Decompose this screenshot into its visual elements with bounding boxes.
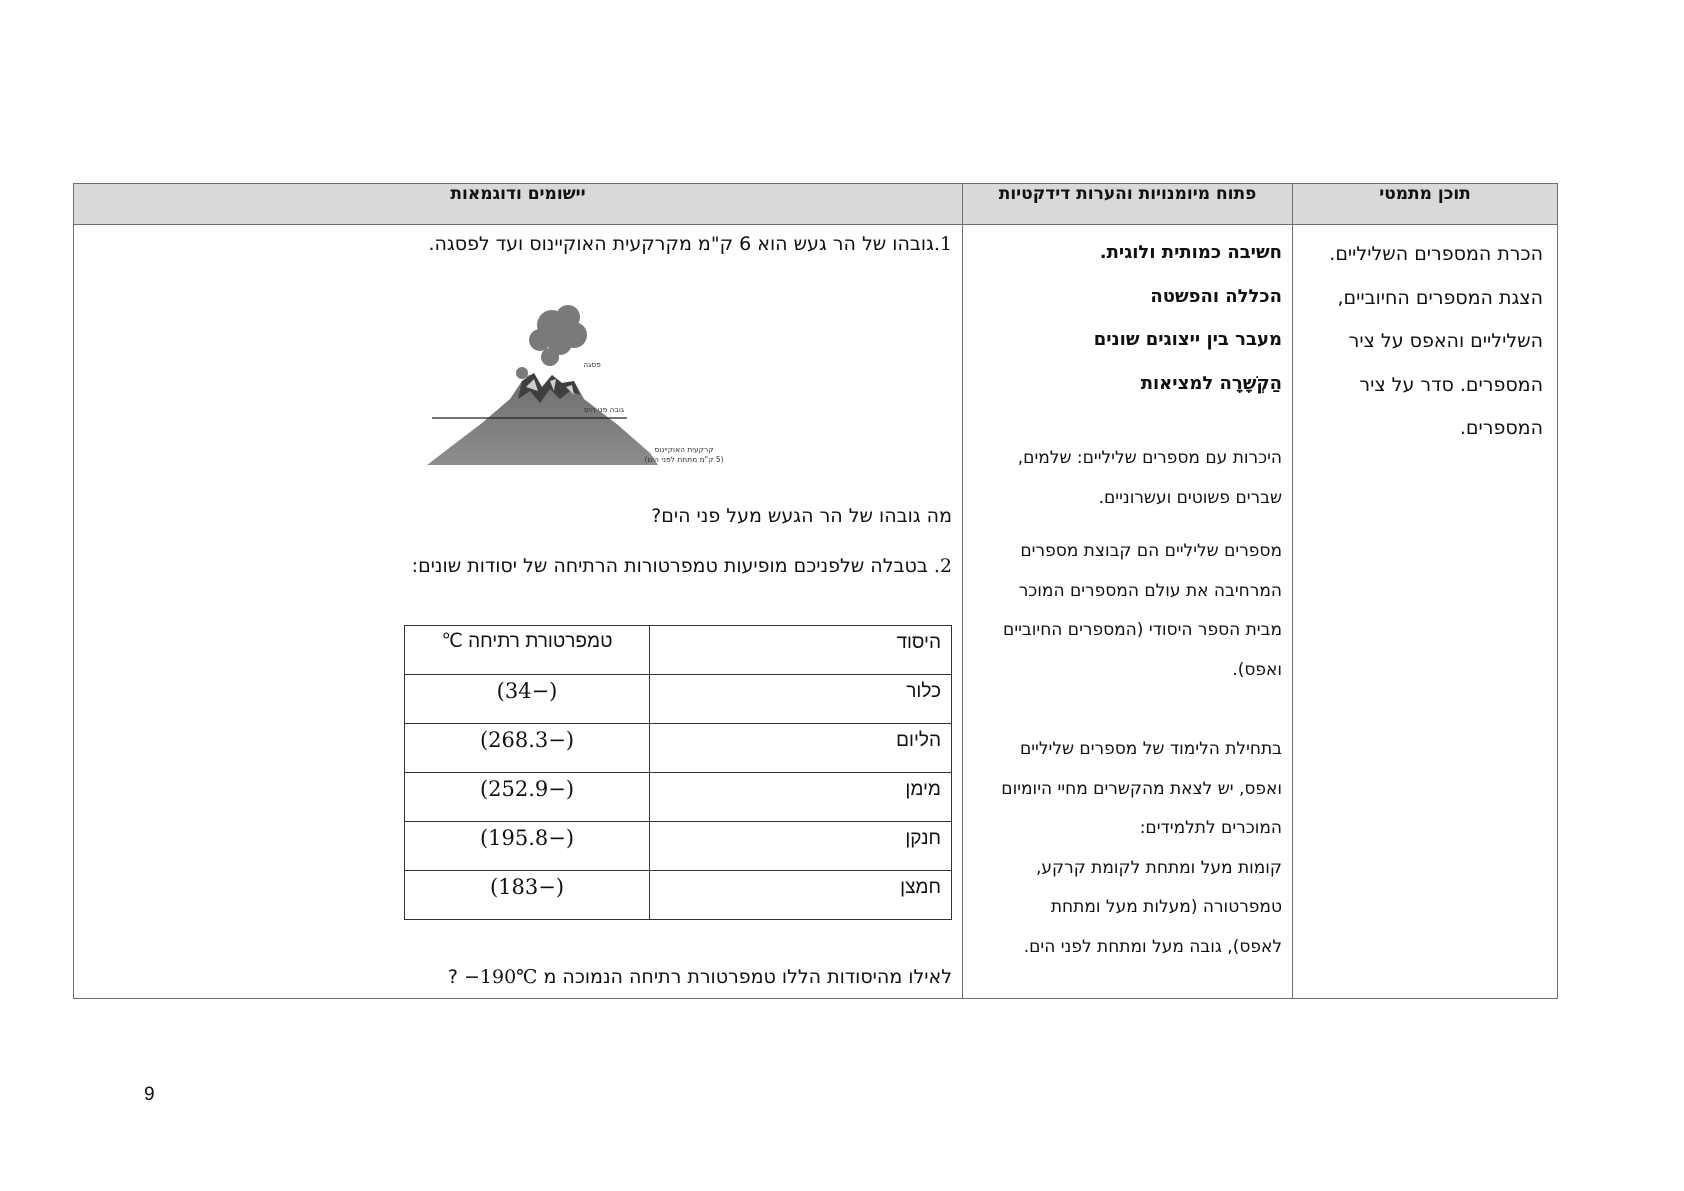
body-row xyxy=(74,225,1558,999)
element-temp: (−195.8) xyxy=(405,822,650,871)
didactic-line: לאפס), גובה מעל ומתחת לפני הים. xyxy=(1023,936,1282,957)
didactic-line: ואפס). xyxy=(1232,659,1282,680)
didactic-line: בתחילת הלימוד של מספרים שליליים xyxy=(1019,739,1282,759)
header-content: תוכן מתמטי xyxy=(1293,184,1558,225)
question-3-text: לאילו מהיסודות הללו טמפרטורת רתיחה הנמוכה מ xyxy=(537,966,952,988)
floor-label-1: קרקעית האוקיינוס xyxy=(654,445,714,454)
question-2-text: בטבלה שלפניכם מופיעות טמפרטורות הרתיחה של יסודות שונים: xyxy=(411,555,928,577)
question-2-number: 2. xyxy=(933,555,952,577)
skill-item: מעבר בין ייצוגים שונים xyxy=(1093,329,1282,350)
header-element: היסוד xyxy=(650,626,952,675)
question-1-number: 1. xyxy=(933,233,952,255)
skill-item: הכללה והפשטה xyxy=(1150,285,1282,307)
didactic-line: מספרים שליליים הם קבוצת מספרים xyxy=(1020,541,1282,561)
header-row xyxy=(74,184,1558,225)
table-row xyxy=(405,871,952,920)
element-name: חמצן xyxy=(650,871,952,920)
skill-item: הַקְשָׁרָה למציאות xyxy=(1140,372,1282,394)
page-number: 9 xyxy=(144,1084,155,1105)
table-row xyxy=(405,724,952,773)
didactic-line: מבית הספר היסודי (המספרים החיוביים xyxy=(1003,620,1282,640)
skill-item: חשיבה כמותית ולוגית. xyxy=(1099,242,1282,263)
content-cell xyxy=(1293,225,1558,999)
content-line: השליליים והאפס על ציר xyxy=(1348,330,1543,352)
element-name: הליום xyxy=(650,724,952,773)
didactic-line: המוכרים לתלמידים: xyxy=(1139,818,1282,838)
curriculum-table xyxy=(73,183,1558,999)
didactic-cell xyxy=(963,225,1293,999)
content-line: המספרים. xyxy=(1459,417,1543,439)
table-row xyxy=(405,773,952,822)
question-3 xyxy=(84,966,952,988)
didactic-line: ואפס, יש לצאת מהקשרים מחיי היומיום xyxy=(1001,778,1282,799)
content-line: הכרת המספרים השליליים. xyxy=(1329,243,1543,265)
element-temp: (−268.3) xyxy=(405,724,650,773)
question-3-value: −190℃ xyxy=(463,966,538,988)
question-2 xyxy=(84,555,952,577)
didactic-line: שברים פשוטים ועשרוניים. xyxy=(1098,487,1282,508)
volcano-illustration xyxy=(422,295,732,473)
element-temp: (−252.9) xyxy=(405,773,650,822)
element-name: כלור xyxy=(650,675,952,724)
apps-cell xyxy=(74,225,963,999)
didactic-line: קומות מעל ומתחת לקומת קרקע, xyxy=(1036,857,1282,878)
content-line: הצגת המספרים החיוביים, xyxy=(1337,286,1543,309)
header-temperature: טמפרטורת רתיחה ℃ xyxy=(405,626,650,675)
table-row xyxy=(405,822,952,871)
content-line: המספרים. סדר על ציר xyxy=(1359,373,1543,396)
question-1-ask: מה גובהו של הר הגעש מעל פני הים? xyxy=(651,505,952,527)
table-header-row xyxy=(405,626,952,675)
question-1-text: גובהו של הר געש הוא 6 ק"מ מקרקעית האוקיינוס ועד לפסגה. xyxy=(428,233,934,255)
didactic-line: היכרות עם מספרים שליליים: שלמים, xyxy=(1017,448,1282,468)
header-didactic: פתוח מיומנויות והערות דידקטיות xyxy=(963,184,1293,225)
element-temp: (−34) xyxy=(405,675,650,724)
table-row xyxy=(405,675,952,724)
didactic-line: המרחיבה את עולם המספרים המוכר xyxy=(1018,580,1282,601)
element-name: מימן xyxy=(650,773,952,822)
element-name: חנקן xyxy=(650,822,952,871)
volcano-image xyxy=(422,295,732,473)
floor-label-2: (5 ק"מ מתחת לפני הים) xyxy=(644,455,724,464)
sea-level-label: גובה פני הים xyxy=(583,405,625,414)
boiling-points-table xyxy=(404,625,952,920)
smoke-cloud-icon xyxy=(516,305,587,383)
peak-label: פסגה xyxy=(583,360,601,369)
element-temp: (−183) xyxy=(405,871,650,920)
question-1 xyxy=(84,233,952,255)
question-3-suffix: ? xyxy=(447,966,464,988)
didactic-line: טמפרטורה (מעלות מעל ומתחת xyxy=(1050,897,1282,917)
header-apps: יישומים ודוגמאות xyxy=(74,184,963,225)
